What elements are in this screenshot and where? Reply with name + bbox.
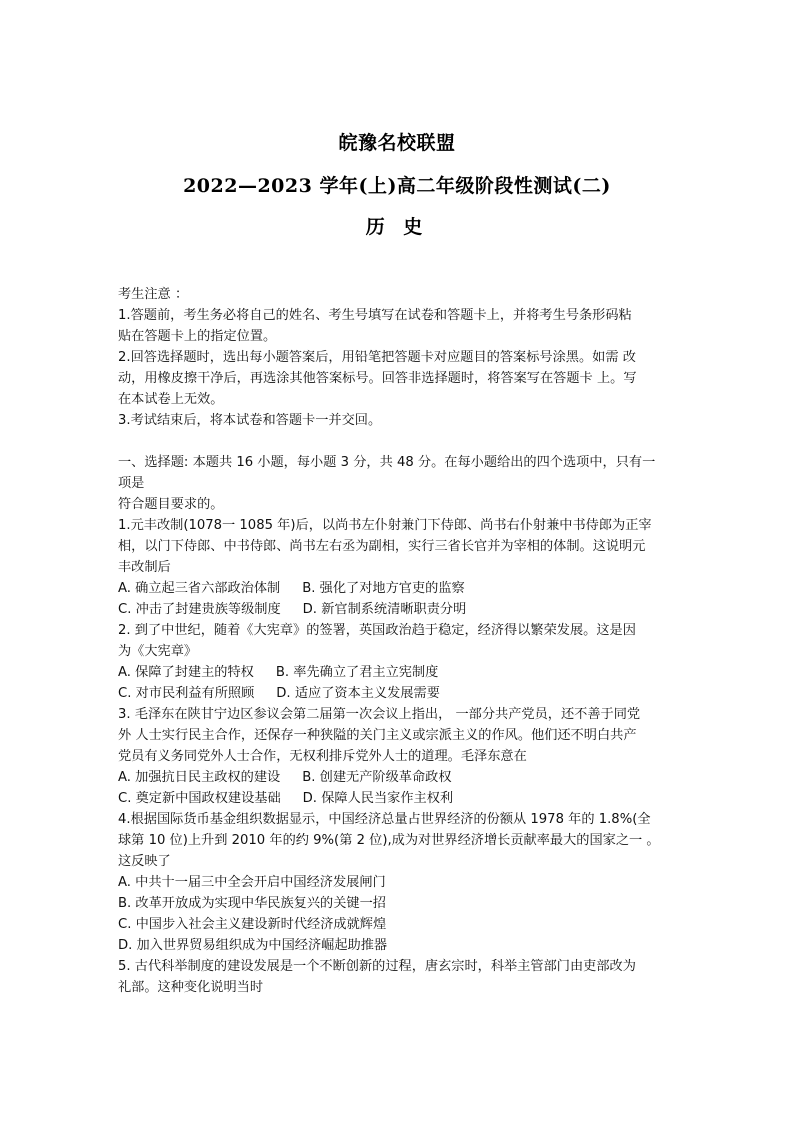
option-row (118, 578, 680, 599)
option-row (118, 683, 680, 704)
question-stem-line: 2. 到了中世纪，随着《大宪章》的签署，英国政治趋于稳定，经济得以繁荣发展。这是因 (118, 623, 636, 638)
exam-subject-title: 历 史 (365, 216, 429, 238)
option-a: A. 加强抗日民主政权的建设 (118, 770, 281, 785)
option-b: B. 率先确立了君主立宪制度 (275, 665, 439, 680)
option-b: B. 改革开放成为实现中华民族复兴的关键一招 (118, 896, 386, 911)
option-row (118, 599, 680, 620)
exam-alliance-title: 皖豫名校联盟 (338, 132, 456, 154)
option-row (118, 788, 680, 809)
option-row (118, 767, 680, 788)
question-stem-line: 礼部。这种变化说明当时 (118, 980, 264, 995)
section-line: 项是 (118, 476, 145, 491)
option-a: A. 保障了封建主的特权 (118, 665, 254, 680)
option-b: B. 强化了对地方官吏的监察 (302, 581, 465, 596)
question-stem-line: 3. 毛泽东在陕甘宁边区参议会第二届第一次会议上指出， 一部分共产党员，还不善于同党 (118, 707, 641, 722)
option-row (118, 662, 680, 683)
section-line: 符合题目要求的。 (118, 497, 224, 512)
option-a: A. 中共十一届三中全会开启中国经济发展闸门 (118, 875, 386, 890)
option-d: D. 适应了资本主义发展需要 (276, 686, 440, 701)
candidate-notice (118, 284, 680, 431)
option-b: B. 创建无产阶级革命政权 (302, 770, 452, 785)
question-stem-line: 球第 10 位)上升到 2010 年的约 9%(第 2 位),成为对世界经济增长贡献率最大的国家之一 。 (118, 833, 660, 848)
question-stem-line: 为《大宪章》 (118, 644, 198, 659)
question-1 (118, 515, 680, 620)
option-d: D. 新官制系统清晰职责分明 (302, 602, 467, 617)
notice-line: 2.回答选择题时，选出每小题答案后，用铅笔把答题卡对应题目的答案标号涂黑。如需 改 (118, 350, 636, 365)
option-a: A. 确立起三省六部政治体制 (118, 581, 281, 596)
option-c: C. 中国步入社会主义建设新时代经济成就辉煌 (118, 917, 387, 932)
section-instructions (118, 452, 680, 515)
notice-line: 贴在答题卡上的指定位置。 (118, 329, 277, 344)
question-3 (118, 704, 680, 809)
question-4 (118, 809, 680, 956)
question-stem-line: 相，以门下侍郎、中书侍郎、尚书左右丞为副相，实行三省长官并为宰相的体制。这说明元 (118, 539, 646, 554)
question-stem-line: 1.元丰改制(1078一 1085 年)后，以尚书左仆射兼门下侍郎、尚书右仆射兼中书侍郎为正宰 (118, 518, 652, 533)
notice-line: 动，用橡皮擦干净后，再选涂其他答案标号。回答非选择题时，将答案写在答题卡 上。写 (118, 371, 637, 386)
notice-heading: 考生注意 ： (118, 287, 189, 302)
question-stem-line: 党员有义务同党外人士合作，无权利排斥党外人士的道理。毛泽东意在 (118, 749, 527, 764)
question-stem-line: 5. 古代科举制度的建设发展是一个不断创新的过程，唐玄宗时，科举主管部门由吏部改为 (118, 959, 636, 974)
question-stem-line: 丰改制后 (118, 560, 171, 575)
question-stem-line: 4.根据国际货币基金组织数据显示，中国经济总量占世界经济的份额从 1978 年的 1.8%(全 (118, 812, 651, 827)
question-stem-line: 这反映了 (118, 854, 171, 869)
question-5 (118, 956, 680, 998)
option-d: D. 加入世界贸易组织成为中国经济崛起助推器 (118, 938, 388, 953)
notice-line: 3.考试结束后，将本试卷和答题卡一并交回。 (118, 413, 382, 428)
question-stem-line: 外 人士实行民主合作，还保存一种狭隘的关门主义或宗派主义的作风。他们还不明白共产 (118, 728, 637, 743)
option-c: C. 对市民利益有所照顾 (118, 686, 255, 701)
spacer (118, 431, 680, 452)
section-line: 一、选择题: 本题共 16 小题，每小题 3 分，共 48 分。在每小题给出的四个选项中，只有一 (118, 455, 656, 470)
notice-line: 在本试卷上无效。 (118, 392, 224, 407)
notice-line: 1.答题前，考生务必将自己的姓名、考生号填写在试卷和答题卡上，并将考生号条形码粘 (118, 308, 632, 323)
option-c: C. 奠定新中国政权建设基础 (118, 791, 281, 806)
option-d: D. 保障人民当家作主权利 (302, 791, 454, 806)
option-c: C. 冲击了封建贵族等级制度 (118, 602, 281, 617)
exam-term-title: 2022—2023 学年(上)高二年级阶段性测试(二) (183, 175, 611, 197)
exam-body (118, 284, 680, 998)
question-2 (118, 620, 680, 704)
